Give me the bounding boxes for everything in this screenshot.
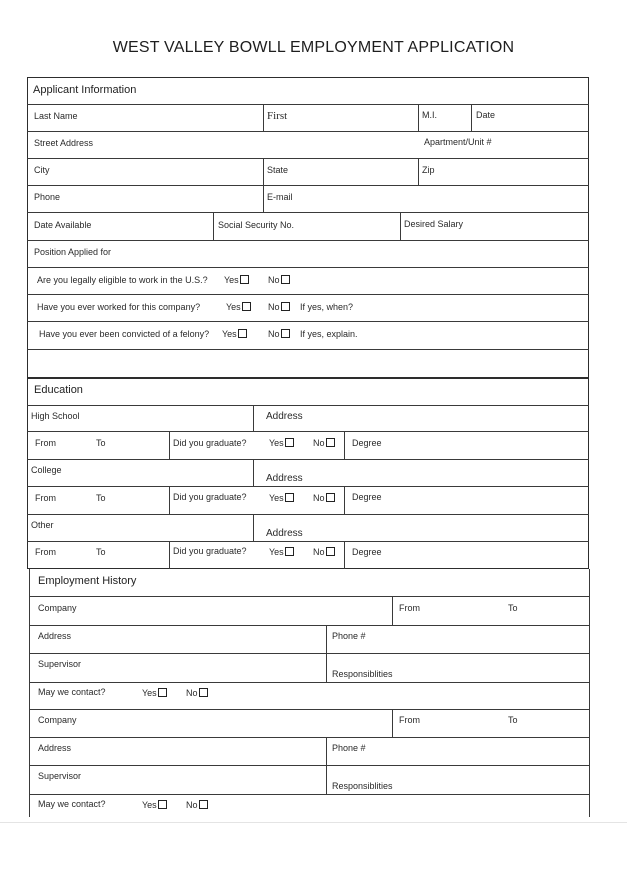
employer-2-to-field[interactable]: To bbox=[508, 715, 518, 725]
employer-2-responsibilities-field[interactable]: Responsiblities bbox=[332, 781, 393, 791]
employer-1-address-field[interactable]: Address bbox=[38, 631, 72, 641]
worked-yes-checkbox[interactable]: Yes bbox=[226, 302, 251, 312]
other-yes-checkbox[interactable]: Yes bbox=[269, 547, 294, 557]
page-title: WEST VALLEY BOWLL EMPLOYMENT APPLICATION bbox=[112, 39, 515, 56]
employer-2-phone-field[interactable]: Phone # bbox=[332, 743, 366, 753]
desired-salary-field[interactable]: Desired Salary bbox=[404, 219, 464, 229]
other-school-field[interactable]: Other bbox=[31, 520, 54, 530]
date-available-field[interactable]: Date Available bbox=[34, 220, 92, 230]
employer-1-to-field[interactable]: To bbox=[508, 603, 518, 613]
zip-field[interactable]: Zip bbox=[422, 165, 435, 175]
apartment-field[interactable]: Apartment/Unit # bbox=[424, 137, 492, 147]
email-field[interactable]: E-mail bbox=[267, 192, 293, 202]
worked-no-checkbox[interactable]: No bbox=[268, 302, 290, 312]
employer-1-contact-no-checkbox[interactable]: No bbox=[186, 688, 208, 698]
employer-1-phone-field[interactable]: Phone # bbox=[332, 631, 366, 641]
eligible-yes-checkbox[interactable]: Yes bbox=[224, 275, 249, 285]
employer-2-contact-label: May we contact? bbox=[38, 799, 106, 809]
applicant-heading: Applicant Information bbox=[33, 84, 137, 96]
street-address-field[interactable]: Street Address bbox=[34, 138, 94, 148]
eligible-question: Are you legally eligible to work in the U.S.? bbox=[37, 275, 208, 285]
felony-explain-field[interactable]: If yes, explain. bbox=[300, 329, 358, 339]
other-from-field[interactable]: From bbox=[35, 547, 56, 557]
employer-2-contact-no-checkbox[interactable]: No bbox=[186, 800, 208, 810]
hs-to-field[interactable]: To bbox=[96, 438, 106, 448]
other-degree-field[interactable]: Degree bbox=[352, 547, 382, 557]
hs-from-field[interactable]: From bbox=[35, 438, 56, 448]
employer-1-supervisor-field[interactable]: Supervisor bbox=[38, 659, 82, 669]
phone-field[interactable]: Phone bbox=[34, 192, 61, 202]
college-graduate-label: Did you graduate? bbox=[173, 492, 247, 502]
hs-yes-checkbox[interactable]: Yes bbox=[269, 438, 294, 448]
other-no-checkbox[interactable]: No bbox=[313, 547, 335, 557]
employer-1-company-field[interactable]: Company bbox=[38, 603, 77, 613]
hs-no-checkbox[interactable]: No bbox=[313, 438, 335, 448]
worked-question: Have you ever worked for this company? bbox=[37, 302, 201, 312]
state-field[interactable]: State bbox=[267, 165, 289, 175]
college-from-field[interactable]: From bbox=[35, 493, 56, 503]
employer-1-contact-yes-checkbox[interactable]: Yes bbox=[142, 688, 167, 698]
college-to-field[interactable]: To bbox=[96, 493, 106, 503]
worked-when-field[interactable]: If yes, when? bbox=[300, 302, 354, 312]
position-field[interactable]: Position Applied for bbox=[34, 247, 112, 257]
date-field[interactable]: Date bbox=[476, 110, 496, 120]
college-address-field[interactable]: Address bbox=[266, 473, 303, 484]
mi-field[interactable]: M.I. bbox=[422, 110, 437, 120]
city-field[interactable]: City bbox=[34, 165, 50, 175]
felony-question: Have you ever been convicted of a felony? bbox=[39, 329, 210, 339]
hs-graduate-label: Did you graduate? bbox=[173, 438, 247, 448]
college-no-checkbox[interactable]: No bbox=[313, 493, 335, 503]
employment-heading: Employment History bbox=[38, 575, 137, 587]
eligible-no-checkbox[interactable]: No bbox=[268, 275, 290, 285]
high-school-address-field[interactable]: Address bbox=[266, 411, 303, 422]
last-name-field[interactable]: Last Name bbox=[34, 111, 78, 121]
employer-2-supervisor-field[interactable]: Supervisor bbox=[38, 771, 82, 781]
other-to-field[interactable]: To bbox=[96, 547, 106, 557]
education-heading: Education bbox=[34, 384, 83, 396]
employer-2-company-field[interactable]: Company bbox=[38, 715, 77, 725]
other-address-field[interactable]: Address bbox=[266, 528, 303, 539]
employer-2-contact-yes-checkbox[interactable]: Yes bbox=[142, 800, 167, 810]
employer-2-address-field[interactable]: Address bbox=[38, 743, 72, 753]
first-name-field[interactable]: First bbox=[267, 110, 288, 122]
employer-2-from-field[interactable]: From bbox=[399, 715, 420, 725]
college-field[interactable]: College bbox=[31, 465, 62, 475]
felony-no-checkbox[interactable]: No bbox=[268, 329, 290, 339]
high-school-field[interactable]: High School bbox=[31, 411, 80, 421]
college-yes-checkbox[interactable]: Yes bbox=[269, 493, 294, 503]
page-edge bbox=[0, 822, 627, 823]
hs-degree-field[interactable]: Degree bbox=[352, 438, 382, 448]
other-graduate-label: Did you graduate? bbox=[173, 546, 247, 556]
employer-1-contact-label: May we contact? bbox=[38, 687, 106, 697]
employer-1-responsibilities-field[interactable]: Responsiblities bbox=[332, 669, 393, 679]
felony-yes-checkbox[interactable]: Yes bbox=[222, 329, 247, 339]
employer-1-from-field[interactable]: From bbox=[399, 603, 420, 613]
ssn-field[interactable]: Social Security No. bbox=[218, 220, 295, 230]
college-degree-field[interactable]: Degree bbox=[352, 492, 382, 502]
